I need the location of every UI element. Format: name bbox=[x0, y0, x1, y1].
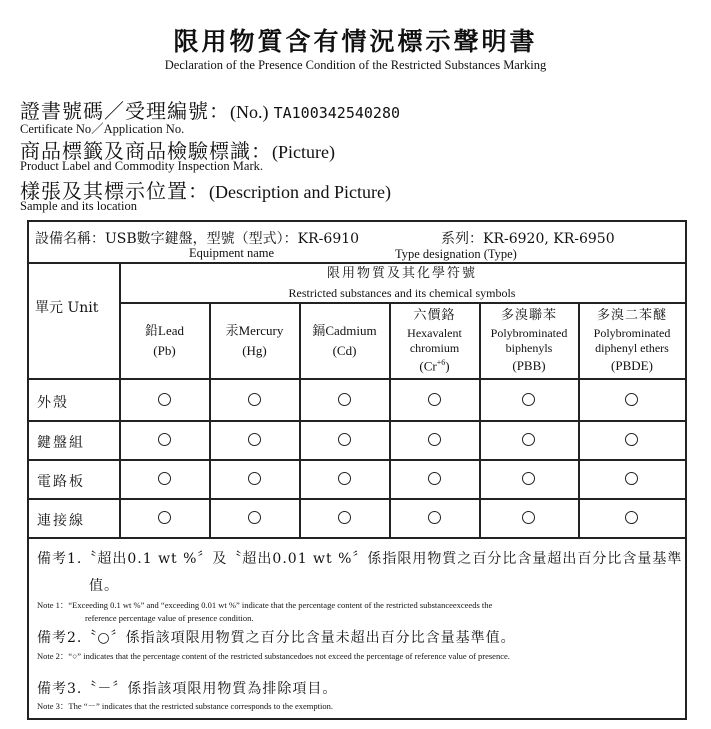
compliance-mark bbox=[338, 511, 351, 524]
compliance-mark bbox=[522, 511, 535, 524]
page-subtitle: Declaration of the Presence Condition of the Restricted Substances Marking bbox=[164, 58, 547, 72]
certificate-label: 證書號碼／受理編號： bbox=[20, 99, 230, 123]
rule-row1 bbox=[29, 420, 685, 422]
col-header-hg: 汞Mercury (Hg) bbox=[225, 323, 284, 359]
page-title: 限用物質含有情況標示聲明書 bbox=[173, 27, 538, 56]
compliance-mark bbox=[625, 472, 638, 485]
rule-group bbox=[119, 302, 685, 304]
compliance-mark bbox=[248, 433, 261, 446]
rule-table-bottom bbox=[29, 537, 685, 539]
equipment-type-en: Type designation (Type) bbox=[395, 247, 517, 261]
compliance-mark bbox=[158, 433, 171, 446]
note2-en: Note 2：“○” indicates that the percentage content of the restricted substancedoes not exceed the percentage of reference value of presence. bbox=[37, 651, 510, 661]
row-label-keyboard: 鍵盤組 bbox=[37, 435, 85, 451]
compliance-mark bbox=[428, 472, 441, 485]
col-header-pb: 鉛Lead (Pb) bbox=[145, 323, 184, 359]
sample-label-en: Sample and its location bbox=[20, 199, 137, 213]
note2-zh: 備考2.〝○〞係指該項限用物質之百分比含量未超出百分比含量基準值。 bbox=[37, 630, 516, 646]
rule-col-unit bbox=[119, 262, 121, 537]
compliance-mark bbox=[338, 433, 351, 446]
compliance-mark bbox=[522, 393, 535, 406]
note1-zh-cont: 值。 bbox=[89, 578, 119, 594]
compliance-mark bbox=[338, 472, 351, 485]
group-header-zh: 限用物質及其化學符號 bbox=[326, 266, 477, 281]
declaration-table bbox=[27, 220, 687, 720]
equipment-name-en: Equipment name bbox=[189, 246, 275, 260]
compliance-mark bbox=[248, 472, 261, 485]
product-label-en: Product Label and Commodity Inspection Mark. bbox=[20, 159, 264, 173]
compliance-mark bbox=[625, 433, 638, 446]
equipment-name-line: 設備名稱：USB數字鍵盤，型號（型式）：KR-6910 bbox=[35, 231, 360, 247]
compliance-mark bbox=[625, 393, 638, 406]
compliance-mark bbox=[158, 393, 171, 406]
rule-row2 bbox=[29, 459, 685, 461]
unit-header: 單元 Unit bbox=[35, 300, 99, 316]
col-header-cr6: 六價鉻 Hexavalent chromium $(Cr^{+6})$ bbox=[407, 308, 462, 374]
sample-label: 樣張及其標示位置： bbox=[20, 179, 209, 203]
col-header-pbb: 多溴聯苯 Polybrominated biphenyls (PBB) bbox=[490, 308, 568, 374]
compliance-mark bbox=[338, 393, 351, 406]
compliance-mark bbox=[248, 511, 261, 524]
col-header-cd: 鎘Cadmium (Cd) bbox=[312, 323, 377, 359]
row-label-circuit-board: 電路板 bbox=[37, 474, 85, 490]
rule-row3 bbox=[29, 498, 685, 500]
row-label-cable: 連接線 bbox=[37, 513, 85, 529]
compliance-mark bbox=[522, 472, 535, 485]
row-label-housing: 外殼 bbox=[37, 395, 69, 411]
rule-header bbox=[29, 378, 685, 380]
sample-paren: (Description and Picture) bbox=[209, 182, 391, 202]
product-label-label: 商品標籤及商品檢驗標識： bbox=[20, 139, 272, 163]
compliance-mark bbox=[625, 511, 638, 524]
compliance-mark bbox=[158, 511, 171, 524]
col-header-pbde: 多溴二苯醚 Polybrominated diphenyl ethers (PBDE) bbox=[593, 308, 671, 374]
note1-en-cont: reference percentage value of presence condition. bbox=[85, 613, 254, 623]
note1-en: Note 1：“Exceeding 0.1 wt %” and “exceeding 0.01 wt %” indicate that the percentage content of the restricted substanceexceeds the bbox=[37, 600, 493, 610]
group-header-en: Restricted substances and its chemical symbols bbox=[288, 286, 516, 300]
note3-en: Note 3：The “－” indicates that the restricted substance corresponds to the exemption. bbox=[37, 701, 333, 711]
certificate-label-paren: (No.) bbox=[230, 102, 269, 122]
rule-top bbox=[29, 262, 685, 264]
equipment-series-line: 系列：KR-6920, KR-6950 bbox=[441, 231, 615, 247]
product-label-paren: (Picture) bbox=[272, 142, 335, 162]
compliance-mark bbox=[248, 393, 261, 406]
compliance-mark bbox=[158, 472, 171, 485]
compliance-mark bbox=[428, 511, 441, 524]
compliance-mark bbox=[522, 433, 535, 446]
certificate-label-en: Certificate No／Application No. bbox=[20, 122, 185, 136]
certificate-number: TA100342540280 bbox=[273, 104, 401, 122]
compliance-mark bbox=[428, 433, 441, 446]
note1-zh: 備考1.〝超出0.1 wt %〞及〝超出0.01 wt %〞係指限用物質之百分比含量超出百分比含量基準 bbox=[37, 551, 683, 567]
compliance-mark bbox=[428, 393, 441, 406]
note3-zh: 備考3.〝－〞係指該項限用物質為排除項目。 bbox=[37, 681, 338, 697]
